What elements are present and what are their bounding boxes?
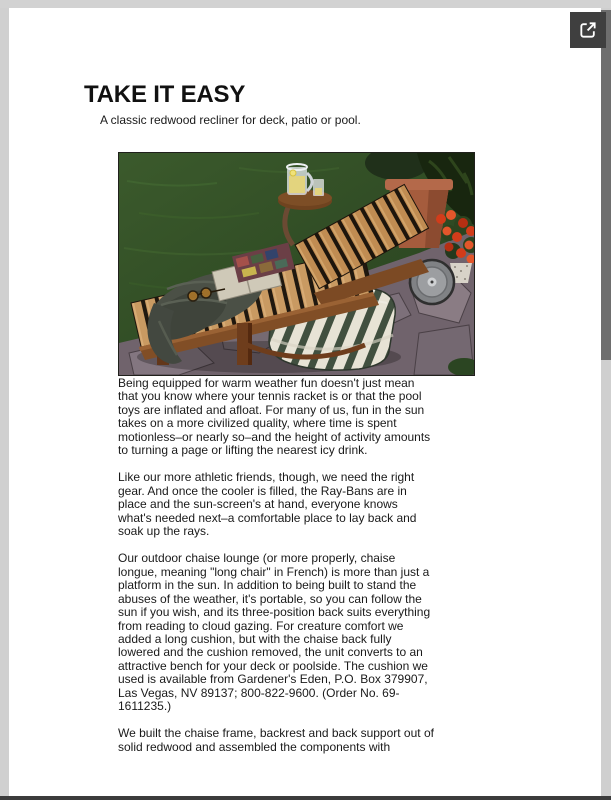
paragraph: We built the chaise frame, backrest and back support out of solid redwood and assembled the components with	[118, 726, 434, 754]
paragraph: Being equipped for warm weather fun doesn't just mean that you know where your tennis racket is or that the pool toys are inflated and afloat. For many of us, fun in the sun takes on a more civilized quality, where time is spent motionless–or nearly so–and the height of activity amounts to turning a page or lifting the nearest icy drink.	[118, 376, 431, 458]
frame-top-edge	[0, 0, 611, 8]
page-title: TAKE IT EASY	[84, 81, 246, 108]
article-body	[118, 377, 434, 768]
frame-left-edge	[0, 8, 9, 800]
open-external-button[interactable]	[570, 12, 606, 48]
open-in-new-icon	[578, 20, 598, 40]
paragraph: Our outdoor chaise lounge (or more properly, chaise longue, meaning "long chair" in French) is more than just a platform in the sun. In addition to being built to stand the abuses of the weather, it's portable, so you can follow the sun if you wish, and its three-position back suits everything from reading to cloud gazing. For creature comfort we added a long cushion, but with the chaise back fully lowered and the cushion removed, the unit converts to an attractive bench for your deck or poolside. The cushion we used is available from Gardener's Eden, P.O. Box 379907, Las Vegas, NV 89137; 800-822-9600. (Order No. 69-1611235.)	[118, 551, 431, 713]
scrollbar-thumb[interactable]	[601, 10, 611, 360]
paragraph: Like our more athletic friends, though, we need the right gear. And once the cooler is filled, the Ray-Bans are in place and the sun-screen's at hand, everyone knows what's needed next–a comfortable place to lay back and soak up the rays.	[118, 470, 417, 539]
scrollbar-track[interactable]	[601, 8, 611, 800]
redwood-chaise-lounge-photo	[118, 152, 475, 376]
frame-bottom-bar	[0, 796, 611, 800]
page-subtitle: A classic redwood recliner for deck, patio or pool.	[100, 113, 361, 127]
